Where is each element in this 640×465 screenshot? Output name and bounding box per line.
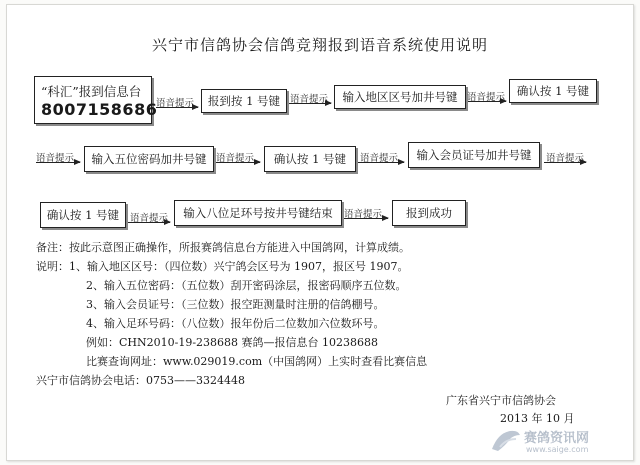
step-region-code: 输入地区区号加井号键: [334, 85, 466, 109]
watermark-url: www.saige.com: [526, 445, 589, 454]
arrow-label: 语音提示: [360, 153, 399, 164]
step-press1-report: 报到按 1 号键: [201, 89, 287, 113]
watermark-name: 赛鸽资讯网: [524, 431, 590, 446]
explain-item-2: 2、输入五位密码：（五位数）刮开密码涂层，报密码顺序五位数。: [86, 279, 407, 292]
step-confirm-2: 确认按 1 号键: [264, 146, 356, 172]
arrow-label: 语音提示: [130, 213, 169, 224]
step-confirm-3: 确认按 1 号键: [40, 202, 126, 228]
arrow-label: 语音提示: [156, 98, 195, 109]
step-password: 输入五位密码加井号键: [84, 146, 214, 172]
arrow-label: 语音提示: [290, 94, 329, 105]
phone-line: 兴宁市信鸽协会电话：0753——3324448: [36, 374, 245, 387]
arrow-label: 语音提示: [467, 92, 506, 103]
step-confirm-1: 确认按 1 号键: [509, 79, 597, 103]
remark-line: 备注：按此示意图正确操作，所报赛鸽信息台方能进入中国鸽网，计算成绩。: [36, 241, 410, 254]
arrow-label: 语音提示: [216, 153, 255, 164]
issue-date: 2013 年 10 月: [500, 412, 575, 425]
watermark: [488, 425, 626, 459]
pigeon-logo-icon: [488, 425, 522, 457]
explain-item-4: 4、输入足环号码：（八位数）报年份后二位数加六位数环号。: [86, 317, 385, 330]
explain-item-3: 3、输入会员证号：（三位数）报空距测量时注册的信鸽棚号。: [86, 298, 385, 311]
page-title: 兴宁市信鸽协会信鸽竞翔报到语音系统使用说明: [151, 36, 488, 54]
explain-line: 说明：1、输入地区区号：（四位数）兴宁鸽会区号为 1907，报区号 1907。: [36, 260, 409, 273]
start-box-label: “科汇”报到信息台: [41, 83, 142, 99]
issuer-org: 广东省兴宁市信鸽协会: [446, 394, 556, 407]
step-ring-number: 输入八位足环号按井号键结束: [174, 200, 342, 226]
hotline-number: 8007158686: [41, 99, 158, 119]
website-line: 比赛查询网址：www.029019.com（中国鸽网）上实时查看比赛信息: [86, 355, 428, 368]
arrow-label: 语音提示: [36, 153, 75, 164]
instructions-block: [36, 238, 427, 390]
start-box: [34, 76, 158, 124]
step-member-id: 输入会员证号加井号键: [408, 142, 540, 168]
arrow-label: 语音提示: [344, 209, 383, 220]
flow-arrow: [36, 162, 80, 163]
arrow-label: 语音提示: [546, 153, 585, 164]
example-line: 例如：CHN2010-19-238688 赛鸽—报信息台 10238688: [86, 336, 379, 349]
step-success: 报到成功: [392, 200, 466, 226]
